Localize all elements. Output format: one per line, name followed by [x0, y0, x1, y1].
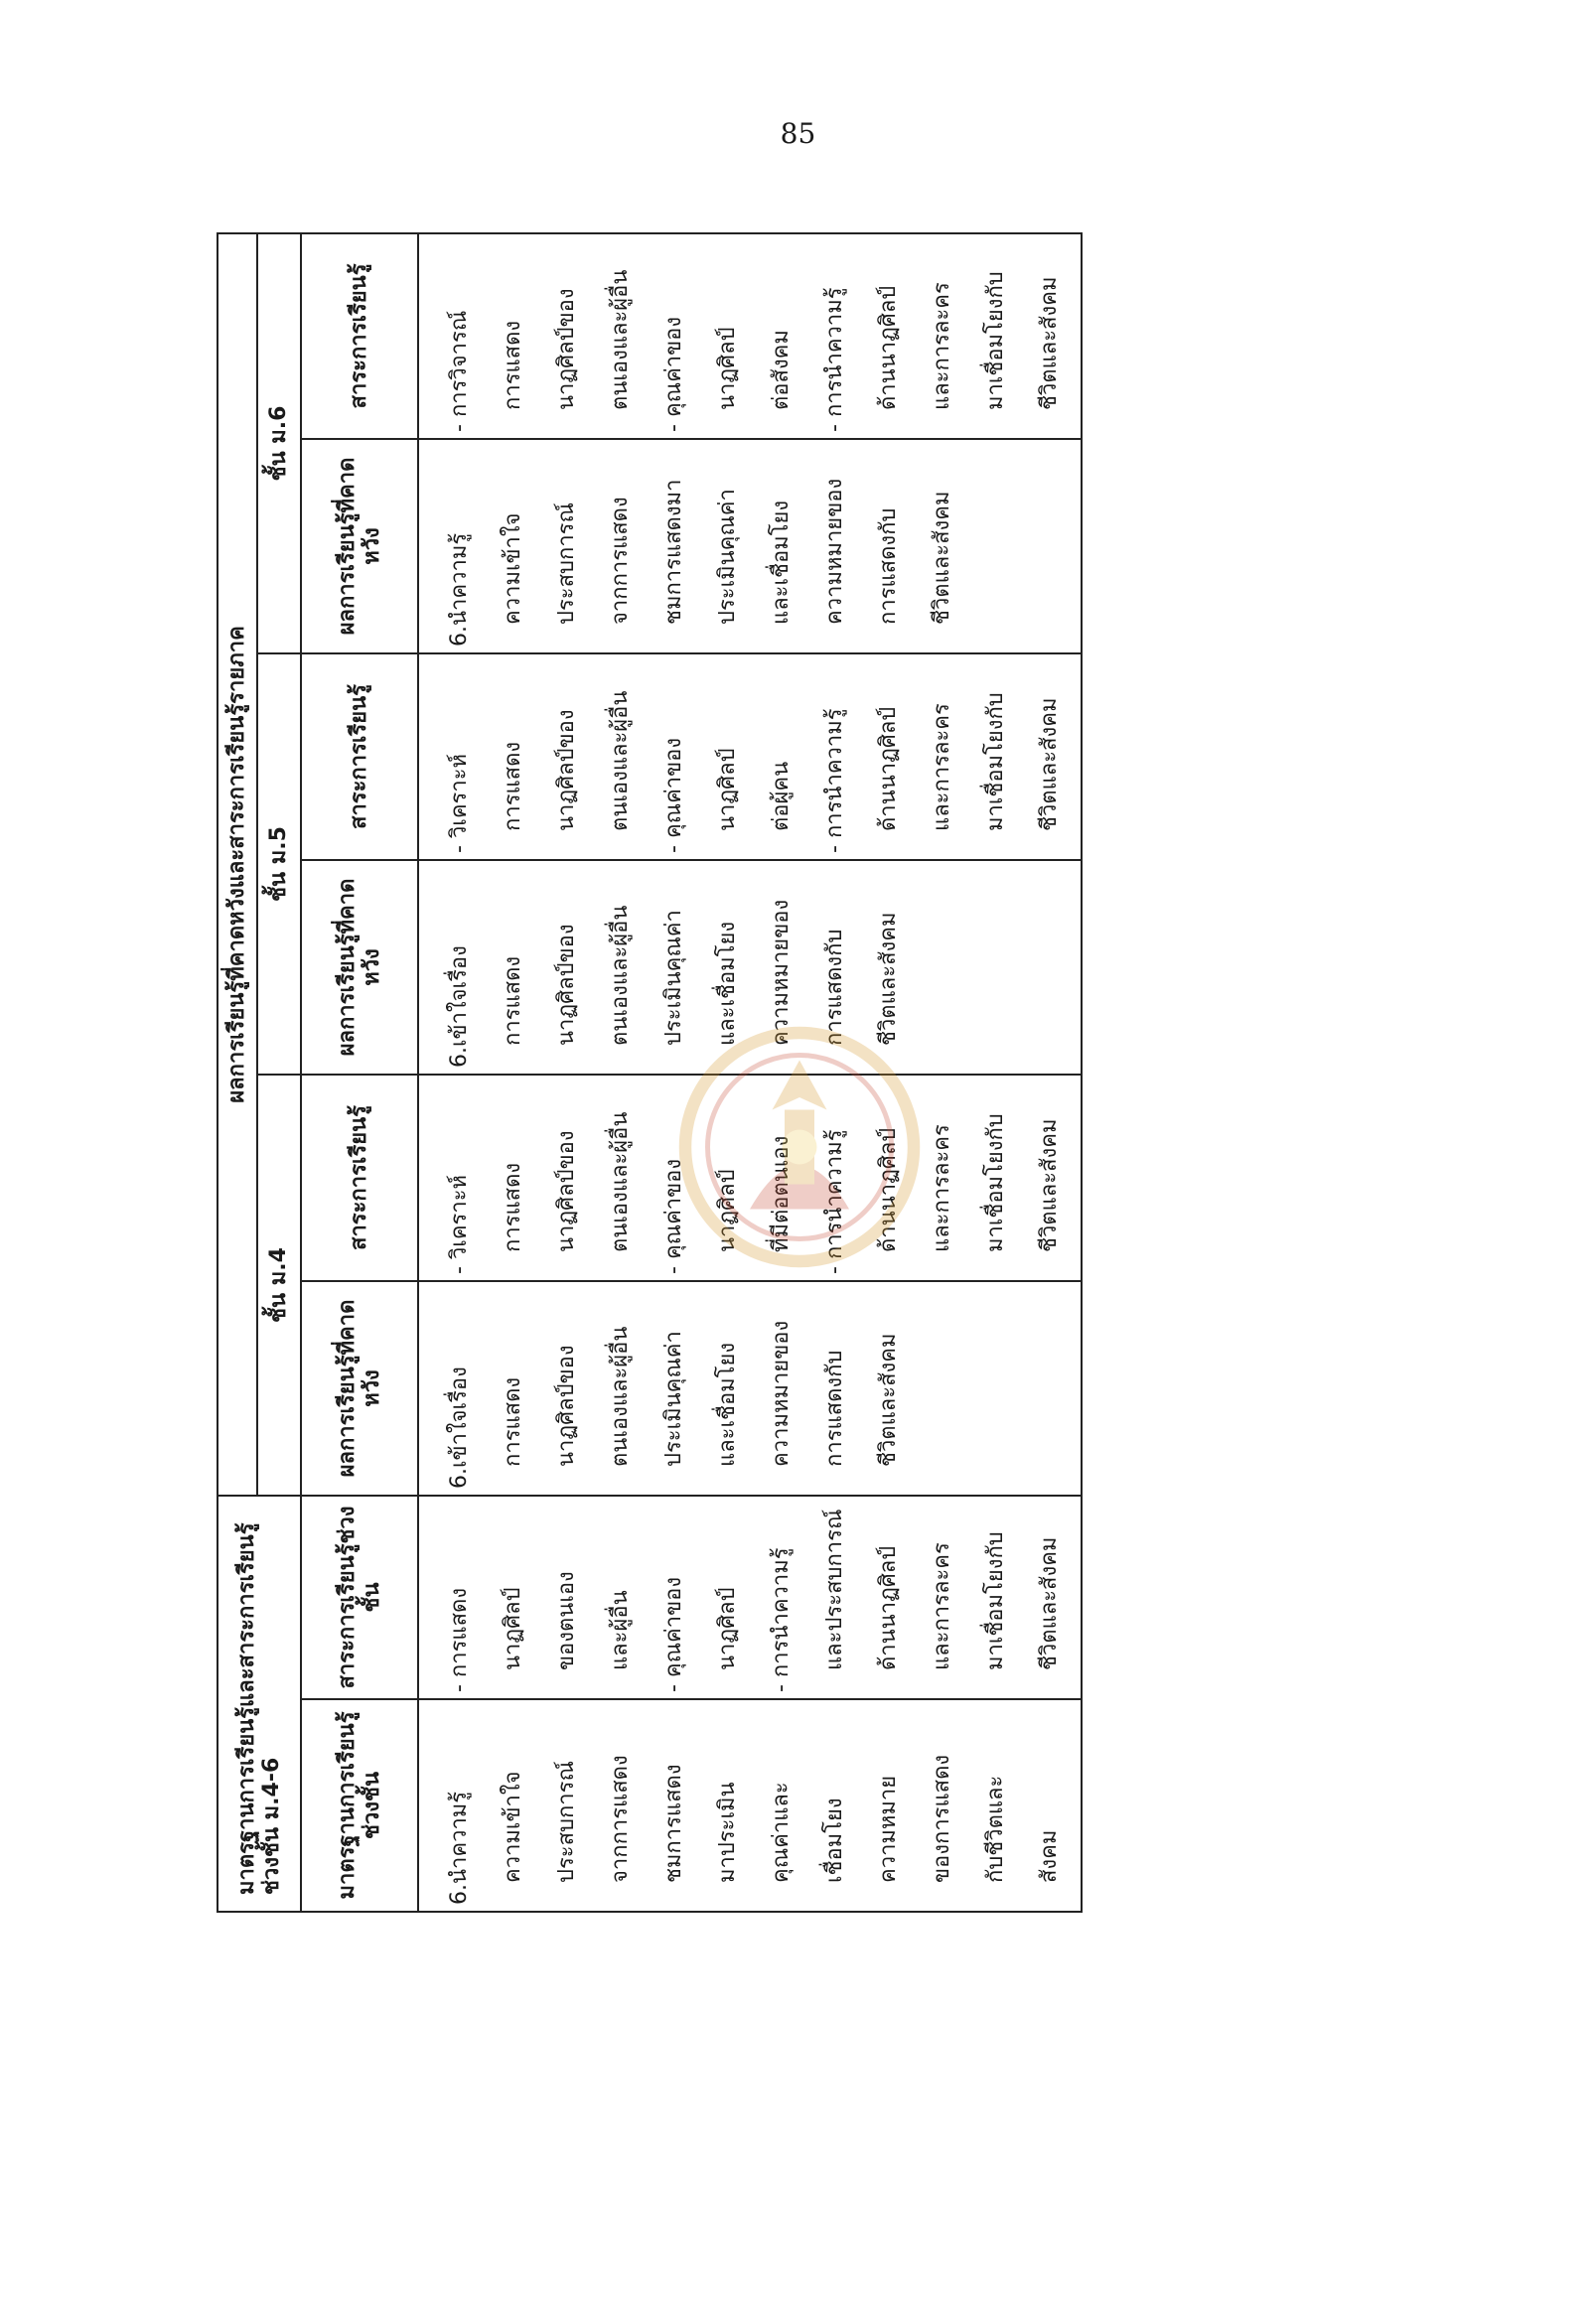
cell-line: - คุณค่าของ — [661, 1158, 686, 1274]
col-header-m4-content: สาระการเรียนรู้ — [301, 1075, 418, 1281]
m4-outcome-cell — [418, 1281, 1082, 1496]
cell-line: สังคม — [1037, 1829, 1062, 1883]
cell-line: ด้านนาฏศิลป์ — [876, 706, 901, 831]
cell-line: ความหมาย — [876, 1775, 901, 1883]
cell-line: คุณค่าและ — [769, 1782, 794, 1883]
cell-line: นาฏศิลป์ — [715, 1169, 740, 1252]
cell-line: นาฏศิลป์ของ — [554, 709, 579, 831]
cell-line: - คุณค่าของ — [661, 1576, 686, 1692]
cell-line: ตนเองและผู้อื่น — [608, 905, 633, 1046]
cell-line: 6.นำความรู้ — [447, 532, 472, 647]
col-header-m6-outcome: ผลการเรียนรู้ที่คาดหวัง — [301, 439, 418, 653]
cell-line: ความหมายของ — [769, 1320, 794, 1467]
cell-line: ชีวิตและสังคม — [876, 1333, 901, 1467]
cell-line: นาฏศิลป์ — [501, 1587, 525, 1670]
cell-line: ด้านนาฏศิลป์ — [876, 285, 901, 410]
cell-line: - คุณค่าของ — [661, 737, 686, 853]
cell-line: มาเชื่อมโยงกับ — [983, 1531, 1008, 1670]
cell-line: มาเชื่อมโยงกับ — [983, 692, 1008, 831]
cell-line: มาประเมิน — [715, 1782, 740, 1883]
cell-line: ของการแสดง — [930, 1754, 954, 1883]
cell-line: การแสดง — [501, 955, 525, 1046]
cell-line: - คุณค่าของ — [661, 316, 686, 432]
cell-line: และผู้อื่น — [608, 1590, 633, 1670]
cell-line: และประสบการณ์ — [822, 1509, 847, 1670]
cell-line: การแสดง — [501, 741, 525, 831]
cell-line: ประเมินคุณค่า — [661, 910, 686, 1046]
cell-line: ตนเองและผู้อื่น — [608, 269, 633, 410]
cell-line: ความเข้าใจ — [501, 1771, 525, 1883]
cell-line: ชีวิตและสังคม — [1037, 697, 1062, 831]
grade-m5-header: ชั้น ม.5 — [257, 653, 301, 1075]
m6-outcome-cell — [418, 439, 1082, 653]
cell-line: - การแสดง — [447, 1587, 472, 1692]
cell-line: และการละคร — [930, 282, 954, 410]
cell-line: ประสบการณ์ — [554, 1761, 579, 1883]
rotated-table-frame — [217, 234, 1079, 1913]
cell-line: - การนำความรู้ — [822, 708, 847, 853]
cell-line: 6.เข้าใจเรื่อง — [447, 1367, 472, 1489]
cell-line: เชื่อมโยง — [822, 1798, 847, 1883]
rotated-table-content — [217, 234, 1079, 1913]
cell-line: ที่มีต่อตนเอง — [769, 1135, 794, 1252]
cell-line: - การวิจารณ์ — [447, 310, 472, 432]
cell-line: ด้านนาฏศิลป์ — [876, 1545, 901, 1670]
cell-line: จากการแสดง — [608, 497, 633, 625]
cell-line: มาเชื่อมโยงกับ — [983, 271, 1008, 410]
cell-line: ความเข้าใจ — [501, 512, 525, 625]
cell-line: นาฏศิลป์ — [715, 327, 740, 410]
cell-line: - การนำความรู้ — [822, 1129, 847, 1274]
cell-line: ต่อผู้คน — [769, 761, 794, 831]
cell-line: ตนเองและผู้อื่น — [608, 690, 633, 831]
cell-line: และเชื่อมโยง — [715, 1342, 740, 1467]
content-range-cell — [418, 1496, 1082, 1699]
cell-line: ประสบการณ์ — [554, 503, 579, 625]
grade-m6-header: ชั้น ม.6 — [257, 233, 301, 653]
cell-line: ของตนเอง — [554, 1571, 579, 1670]
cell-line: ประเมินคุณค่า — [661, 1331, 686, 1467]
cell-line: การแสดงกับ — [822, 1350, 847, 1467]
col-header-standard: มาตรฐานการเรียนรู้ช่วงชั้น — [301, 1699, 418, 1912]
cell-line: การแสดง — [501, 320, 525, 410]
cell-line: - วิเคราะห์ — [447, 753, 472, 853]
cell-line: กับชีวิตและ — [983, 1775, 1008, 1883]
m6-content-cell — [418, 233, 1082, 439]
cell-line: จากการแสดง — [608, 1755, 633, 1883]
cell-line: นาฏศิลป์ของ — [554, 924, 579, 1046]
col-header-m5-outcome: ผลการเรียนรู้ที่คาดหวัง — [301, 860, 418, 1075]
cell-line: มาเชื่อมโยงกับ — [983, 1113, 1008, 1252]
cell-line: และเชื่อมโยง — [715, 921, 740, 1046]
cell-line: การแสดงกับ — [876, 507, 901, 625]
cell-line: 6.เข้าใจเรื่อง — [447, 945, 472, 1068]
cell-line: - การนำความรู้ — [822, 287, 847, 432]
cell-line: ความหมายของ — [822, 478, 847, 625]
standards-group-header: มาตรฐานการเรียนรู้และสาระการเรียนรู้ช่วงชั้น ม.4-6 — [218, 1496, 301, 1912]
cell-line: ชีวิตและสังคม — [1037, 1536, 1062, 1670]
cell-line: ชมการแสดง — [661, 1764, 686, 1883]
m5-content-cell — [418, 653, 1082, 860]
cell-line: และการละคร — [930, 703, 954, 831]
m4-content-cell — [418, 1075, 1082, 1281]
m5-outcome-cell — [418, 860, 1082, 1075]
cell-line: การแสดง — [501, 1162, 525, 1252]
col-header-m4-outcome: ผลการเรียนรู้ที่คาดหวัง — [301, 1281, 418, 1496]
cell-line: ชีวิตและสังคม — [1037, 276, 1062, 410]
standard-cell — [418, 1699, 1082, 1912]
cell-line: - การนำความรู้ — [769, 1547, 794, 1692]
cell-line: นาฏศิลป์ของ — [554, 1345, 579, 1467]
cell-line: นาฏศิลป์ของ — [554, 1130, 579, 1252]
cell-line: ชีวิตและสังคม — [876, 912, 901, 1046]
cell-line: การแสดงกับ — [822, 929, 847, 1046]
cell-line: นาฏศิลป์ — [715, 1587, 740, 1670]
cell-line: นาฏศิลป์ของ — [554, 288, 579, 410]
col-header-m6-content: สาระการเรียนรู้ — [301, 233, 418, 439]
cell-line: ตนเองและผู้อื่น — [608, 1326, 633, 1467]
curriculum-table — [217, 232, 1083, 1913]
cell-line: การแสดง — [501, 1376, 525, 1467]
cell-line: ชีวิตและสังคม — [930, 491, 954, 625]
cell-line: ชีวิตและสังคม — [1037, 1118, 1062, 1252]
grade-m4-header: ชั้น ม.4 — [257, 1075, 301, 1496]
col-header-m5-content: สาระการเรียนรู้ — [301, 653, 418, 860]
outcomes-group-header: ผลการเรียนรู้ที่คาดหวังและสาระการเรียนรู้รายภาค — [218, 233, 257, 1496]
cell-line: - วิเคราะห์ — [447, 1174, 472, 1274]
cell-line: และการละคร — [930, 1124, 954, 1252]
cell-line: ด้านนาฏศิลป์ — [876, 1127, 901, 1252]
cell-line: 6.นำความรู้ — [447, 1791, 472, 1905]
cell-line: ความหมายของ — [769, 899, 794, 1046]
cell-line: ประเมินคุณค่า — [715, 489, 740, 625]
col-header-content-range: สาระการเรียนรู้ช่วงชั้น — [301, 1496, 418, 1699]
cell-line: ต่อสังคม — [769, 330, 794, 410]
table-row — [418, 233, 1082, 1912]
cell-line: และเชื่อมโยง — [769, 500, 794, 625]
cell-line: นาฏศิลป์ — [715, 748, 740, 831]
cell-line: ตนเองและผู้อื่น — [608, 1111, 633, 1252]
cell-line: ชมการแสดงมา — [661, 479, 686, 625]
page-number: 85 — [780, 117, 816, 150]
cell-line: และการละคร — [930, 1542, 954, 1670]
